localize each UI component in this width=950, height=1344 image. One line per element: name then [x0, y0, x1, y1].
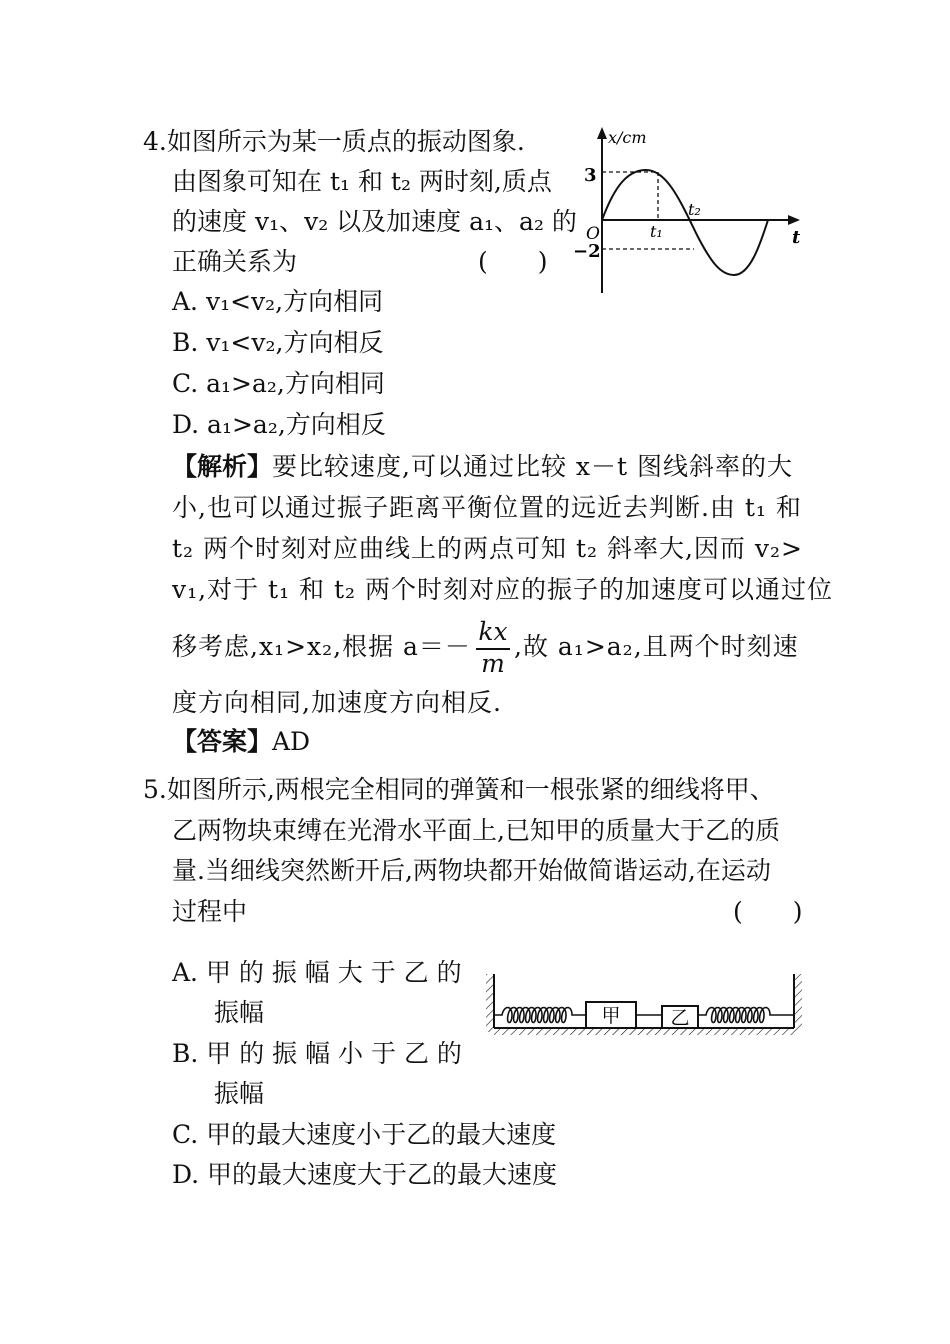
- q5-option-a-cont: 振幅: [214, 998, 265, 1027]
- analysis-line-3: t₂ 两个时刻对应曲线上的两点可知 t₂ 斜率大,因而 v₂>: [172, 534, 803, 563]
- q5-option-c: C. 甲的最大速度小于乙的最大速度: [172, 1120, 557, 1149]
- q5-option-b-cont: 振幅: [214, 1079, 265, 1108]
- q5-option-b: B. 甲 的 振 幅 小 于 乙 的: [172, 1039, 462, 1068]
- x-axis-label: t: [792, 227, 800, 248]
- block-yi-label: 乙: [670, 1007, 690, 1029]
- analysis-tag: 【解析】: [172, 452, 273, 481]
- block-jia-label: 甲: [601, 1005, 621, 1027]
- analysis-formula-prefix: 移考虑,x₁>x₂,根据 a＝－: [172, 632, 471, 661]
- q4-stem-line-4: 正确关系为: [172, 247, 298, 276]
- q4-stem-line-2: 由图象可知在 t₁ 和 t₂ 两时刻,质点: [172, 167, 552, 196]
- q5-stem-line-3: 量.当细线突然断开后,两物块都开始做简谐运动,在运动: [172, 856, 771, 885]
- vibration-graph: [570, 125, 800, 295]
- left-spring: [494, 1008, 586, 1023]
- answer-tag: 【答案】: [172, 727, 273, 756]
- q5-option-d: D. 甲的最大速度大于乙的最大速度: [172, 1160, 558, 1189]
- fraction-denominator: m: [481, 649, 505, 678]
- q5-option-a: A. 甲 的 振 幅 大 于 乙 的: [172, 958, 462, 987]
- q4-option-b: B. v₁<v₂,方向相反: [172, 328, 384, 357]
- q4-stem-line-3: 的速度 v₁、v₂ 以及加速度 a₁、a₂ 的: [172, 207, 577, 236]
- analysis-formula-suffix: ,故 a₁>a₂,且两个时刻速: [514, 632, 799, 661]
- analysis-line-2: 小,也可以通过振子距离平衡位置的远近去判断.由 t₁ 和: [172, 493, 802, 522]
- fraction-numerator: kx: [478, 617, 508, 646]
- q4-option-a: A. v₁<v₂,方向相同: [172, 287, 384, 316]
- t2-label: t₂: [688, 200, 701, 219]
- y-tick-neg2: −2: [573, 241, 601, 262]
- origin-label: O: [586, 224, 600, 244]
- sine-curve: [602, 170, 768, 275]
- analysis-line-1: 要比较速度,可以通过比较 x－t 图线斜率的大: [272, 452, 793, 481]
- y-axis-label: x/cm: [608, 128, 647, 147]
- q5-stem-line-2: 乙两物块束缚在光滑水平面上,已知甲的质量大于乙的质: [172, 816, 780, 845]
- t1-label: t₁: [650, 222, 663, 241]
- right-spring: [698, 1008, 794, 1023]
- spring-block-diagram: [482, 970, 812, 1045]
- q4-stem-line-1: 4.如图所示为某一质点的振动图象.: [143, 127, 525, 156]
- q4-answer-paren: ( ): [478, 247, 548, 276]
- q5-stem-line-1: 5.如图所示,两根完全相同的弹簧和一根张紧的细线将甲、: [143, 775, 775, 804]
- y-tick-3: 3: [584, 165, 597, 186]
- analysis-last-line: 度方向相同,加速度方向相反.: [172, 688, 502, 717]
- answer-value: AD: [272, 727, 311, 756]
- q5-stem-line-4: 过程中: [172, 897, 248, 926]
- q4-option-c: C. a₁>a₂,方向相同: [172, 369, 385, 398]
- q5-answer-paren: ( ): [733, 897, 803, 926]
- q4-option-d: D. a₁>a₂,方向相反: [172, 410, 386, 439]
- analysis-line-4: v₁,对于 t₁ 和 t₂ 两个时刻对应的振子的加速度可以通过位: [172, 575, 834, 604]
